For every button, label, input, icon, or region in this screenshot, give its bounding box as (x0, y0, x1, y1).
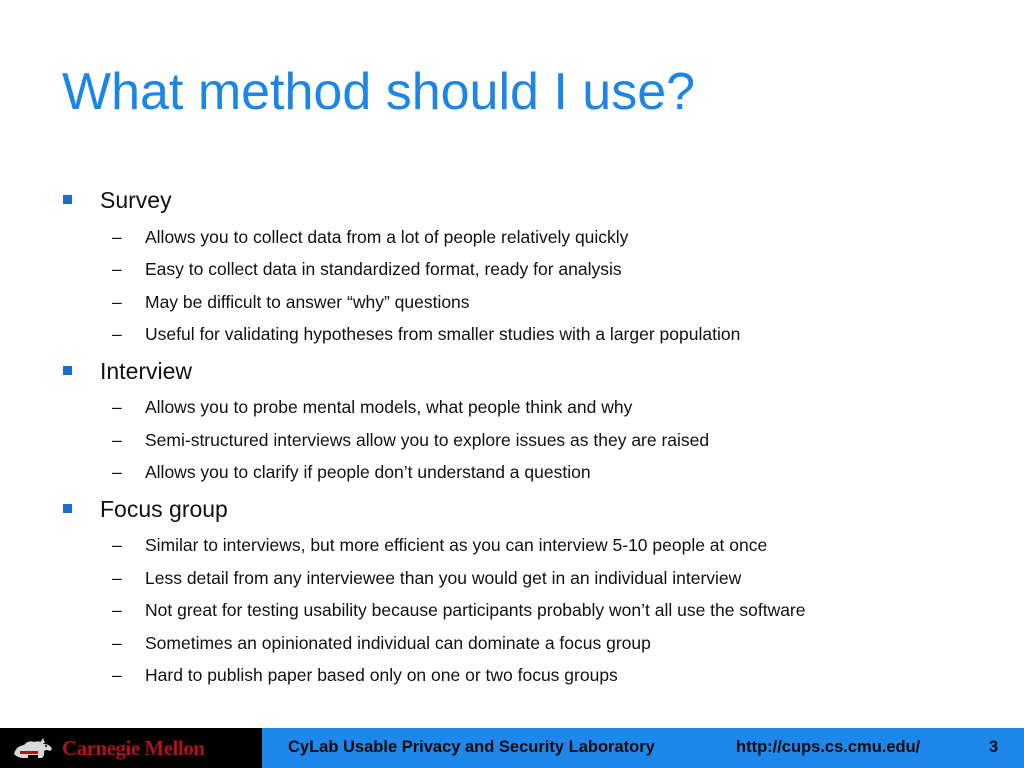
list-item: – Sometimes an opinionated individual can dominate a focus group (112, 632, 651, 653)
footer-bar (262, 728, 1024, 768)
slide-body (62, 186, 1012, 698)
list-item: – Useful for validating hypotheses from smaller studies with a larger population (112, 324, 741, 344)
slide-footer (0, 728, 1024, 768)
list-item: – Allows you to clarify if people don’t understand a question (112, 462, 591, 482)
dash-icon: – (112, 259, 122, 279)
list-item: – Not great for testing usability because participants probably won’t all use the software (112, 600, 806, 620)
square-bullet-icon (63, 504, 72, 513)
dash-icon: – (112, 535, 122, 555)
list-item: – Allows you to probe mental models, what people think and why (112, 397, 633, 417)
dash-icon: – (112, 665, 122, 685)
dash-icon: – (112, 226, 122, 247)
section-heading-interview: Interview (62, 357, 1012, 385)
dash-icon: – (112, 567, 122, 588)
section-heading-survey: Survey (62, 186, 1012, 214)
dash-icon: – (112, 632, 122, 653)
dash-icon: – (112, 291, 122, 312)
list-item: – Similar to interviews, but more efficient as you can interview 5-10 people at once (112, 535, 768, 555)
dash-icon: – (112, 462, 122, 482)
lab-name: CyLab Usable Privacy and Security Laboratory (288, 738, 655, 756)
scotty-dog-logo-icon (10, 734, 56, 762)
list-item: – Allows you to collect data from a lot of people relatively quickly (112, 226, 629, 247)
slide-title: What method should I use? (62, 63, 696, 121)
list-item: – Less detail from any interviewee than you would get in an individual interview (112, 567, 742, 588)
cmu-logo-text: Carnegie Mellon (62, 736, 205, 760)
cmu-logo-area (0, 728, 262, 768)
list-item: – Semi-structured interviews allow you to explore issues as they are raised (112, 429, 710, 450)
footer-url[interactable]: http://cups.cs.cmu.edu/ (736, 738, 921, 756)
dash-icon: – (112, 324, 122, 344)
list-item: – May be difficult to answer “why” questions (112, 291, 470, 312)
list-item: – Hard to publish paper based only on one or two focus groups (112, 665, 618, 685)
list-item: – Easy to collect data in standardized format, ready for analysis (112, 259, 622, 279)
section-heading-focus-group: Focus group (62, 495, 1012, 523)
page-number: 3 (989, 738, 999, 756)
dash-icon: – (112, 600, 122, 620)
dash-icon: – (112, 397, 122, 417)
square-bullet-icon (63, 195, 72, 204)
dash-icon: – (112, 429, 122, 450)
square-bullet-icon (63, 366, 72, 375)
